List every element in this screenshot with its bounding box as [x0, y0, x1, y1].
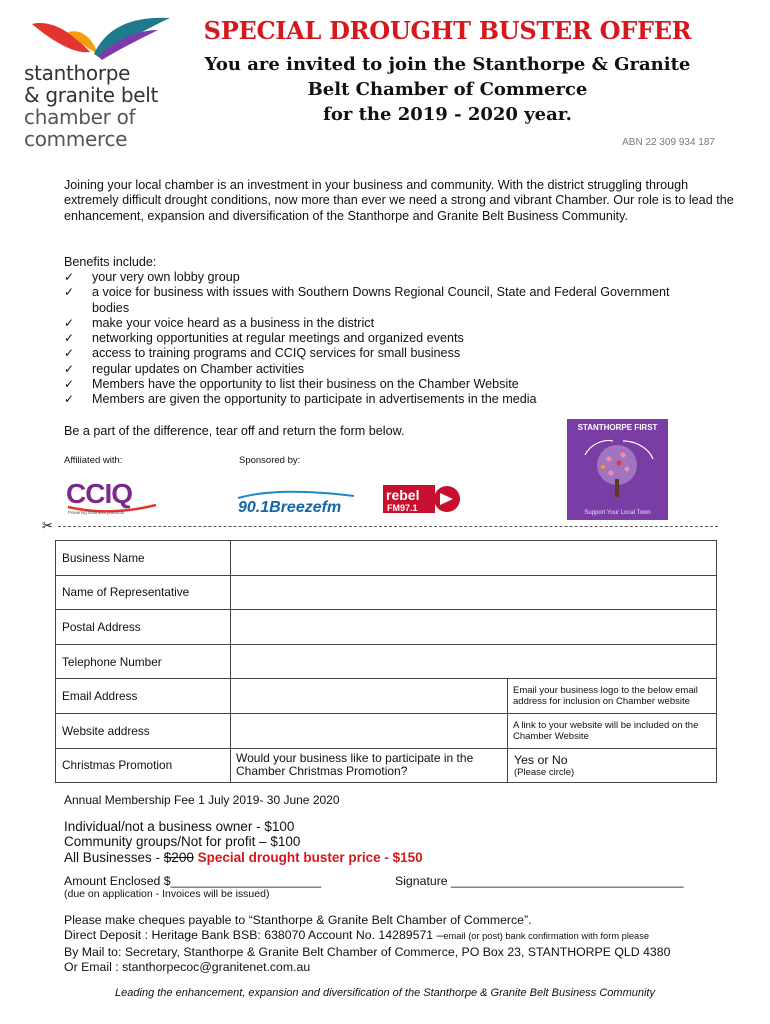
payment-mail: By Mail to: Secretary, Stanthorpe & Granite Belt Chamber of Commerce, PO Box 23, STANTHORPE QLD 4380: [64, 944, 671, 959]
website-label: Website address: [56, 713, 231, 748]
email-field[interactable]: [231, 679, 508, 714]
intro-paragraph: Joining your local chamber is an investment in your business and community. With the district struggling through extremely difficult drought conditions, now more than ever we need a strong and vibrant Chamber. Our role is to lead the enhancement, expansion and diversification of the Stanthorpe and Granite Belt Business Community.: [64, 178, 734, 223]
price-community: Community groups/Not for profit – $100: [64, 834, 301, 850]
list-item: [64, 285, 704, 316]
table-row: [56, 679, 717, 714]
benefit-text: access to training programs and CCIQ services for small business: [92, 346, 461, 361]
svg-text:FM97.1: FM97.1: [387, 503, 418, 513]
table-row: [56, 644, 717, 679]
price-individual: Individual/not a business owner - $100: [64, 819, 295, 834]
yes-no-option[interactable]: Yes or No: [514, 752, 568, 767]
membership-form: [55, 540, 717, 783]
benefit-text: a voice for business with issues with Southern Downs Regional Council, State and Federal Government bodies: [92, 285, 670, 315]
payment-email: Or Email : stanthorpecoc@granitenet.com.au: [64, 959, 311, 974]
logo-line-1: stanthorpe: [24, 61, 131, 85]
check-icon: ✓: [64, 392, 75, 407]
please-circle-hint: (Please circle): [514, 766, 575, 778]
apple-tree-icon: [575, 435, 660, 503]
list-item: [64, 270, 704, 285]
christmas-answer[interactable]: [508, 748, 717, 783]
benefit-text: Members are given the opportunity to participate in advertisements in the media: [92, 392, 537, 407]
benefits-list: [64, 270, 704, 408]
benefit-text: your very own lobby group: [92, 270, 240, 284]
table-row: [56, 541, 717, 576]
table-row: [56, 610, 717, 645]
payment-direct-deposit: [64, 928, 744, 944]
telephone-field[interactable]: [231, 644, 717, 679]
payment-cheques: Please make cheques payable to “Stanthorpe & Granite Belt Chamber of Commerce”.: [64, 913, 532, 927]
sponsored-label: Sponsored by:: [239, 455, 301, 466]
benefit-text: make your voice heard as a business in the district: [92, 315, 375, 330]
page-title: SPECIAL DROUGHT BUSTER OFFER: [203, 16, 692, 45]
list-item: [64, 362, 704, 377]
svg-text:rebel: rebel: [386, 487, 420, 503]
table-row: [56, 713, 717, 748]
list-item: [64, 331, 704, 346]
representative-field[interactable]: [231, 575, 717, 610]
check-icon: ✓: [64, 361, 75, 376]
logo-line-2: & granite belt: [24, 83, 159, 107]
price-old: $200: [163, 849, 194, 865]
svg-text:Powering business potential: Powering business potential: [68, 510, 125, 515]
telephone-label: Telephone Number: [56, 644, 231, 679]
scissors-icon: ✂: [42, 518, 53, 533]
signature-field[interactable]: Signature __________________________________: [395, 874, 684, 888]
christmas-label: Christmas Promotion: [56, 748, 231, 783]
page-subtitle: [175, 52, 720, 127]
membership-period: Annual Membership Fee 1 July 2019- 30 June 2020: [64, 793, 340, 807]
check-icon: ✓: [64, 377, 75, 392]
direct-deposit-text: Direct Deposit : Heritage Bank BSB: 638070 Account No. 14289571 –: [64, 928, 444, 943]
list-item: [64, 346, 704, 361]
svg-text:CCIQ: CCIQ: [66, 478, 132, 509]
tear-off-line: [58, 526, 718, 527]
bird-logo-icon: [28, 14, 173, 64]
subtitle-line-2: Belt Chamber of Commerce: [307, 79, 588, 100]
list-item: [64, 316, 704, 331]
price-list: [64, 819, 423, 865]
stanthorpe-first-title: STANTHORPE FIRST: [577, 423, 658, 432]
business-name-field[interactable]: [231, 541, 717, 576]
svg-text:90.1Breezefm: 90.1Breezefm: [238, 499, 342, 516]
benefit-text: networking opportunities at regular meetings and organized events: [92, 331, 464, 346]
check-icon: ✓: [64, 331, 75, 346]
price-special: Special drought buster price - $150: [197, 849, 423, 865]
direct-deposit-note: email (or post) bank confirmation with form please: [443, 931, 650, 942]
subtitle-line-3: for the 2019 - 2020 year.: [323, 104, 572, 125]
website-field[interactable]: [231, 713, 508, 748]
benefit-text: Members have the opportunity to list their business on the Chamber Website: [92, 377, 519, 392]
stanthorpe-first-logo: [567, 419, 668, 520]
breezefm-logo: [236, 490, 356, 518]
table-row: [56, 748, 717, 783]
table-row: [56, 575, 717, 610]
check-icon: ✓: [64, 285, 75, 300]
price-all-prefix: All Businesses -: [64, 849, 164, 865]
postal-address-field[interactable]: [231, 610, 717, 645]
logo-line-3: chamber of: [24, 105, 136, 129]
representative-label: Name of Representative: [56, 575, 231, 610]
due-note: (due on application - Invoices will be issued): [64, 888, 270, 900]
subtitle-line-1: You are invited to join the Stanthorpe & Granite: [204, 54, 691, 75]
check-icon: ✓: [64, 270, 75, 284]
benefits-heading: Benefits include:: [64, 255, 157, 269]
abn-number: ABN 22 309 934 187: [622, 137, 715, 148]
email-note: Email your business logo to the below email address for inclusion on Chamber website: [508, 679, 717, 714]
check-icon: ✓: [64, 346, 75, 361]
website-note: A link to your website will be included on the Chamber Website: [508, 713, 717, 748]
footer-tagline: Leading the enhancement, expansion and diversification of the Stanthorpe & Granite Belt Business Community: [115, 987, 655, 999]
stanthorpe-first-tagline: Support Your Local Town: [584, 510, 651, 516]
logo-line-4: commerce: [24, 127, 128, 151]
call-to-action: Be a part of the difference, tear off and return the form below.: [64, 424, 405, 438]
postal-address-label: Postal Address: [56, 610, 231, 645]
email-label: Email Address: [56, 679, 231, 714]
price-all-businesses: [64, 850, 423, 865]
benefit-text: regular updates on Chamber activities: [92, 361, 305, 376]
cciq-logo: [64, 477, 164, 517]
business-name-label: Business Name: [56, 541, 231, 576]
check-icon: ✓: [64, 315, 75, 330]
christmas-question: Would your business like to participate in the Chamber Christmas Promotion?: [231, 748, 508, 783]
affiliated-label: Affiliated with:: [64, 455, 123, 466]
amount-enclosed-field[interactable]: Amount Enclosed $______________________: [64, 874, 322, 888]
list-item: [64, 377, 704, 392]
rebel-fm-logo: [383, 483, 463, 515]
list-item: [64, 392, 704, 407]
payment-details: [64, 913, 744, 975]
